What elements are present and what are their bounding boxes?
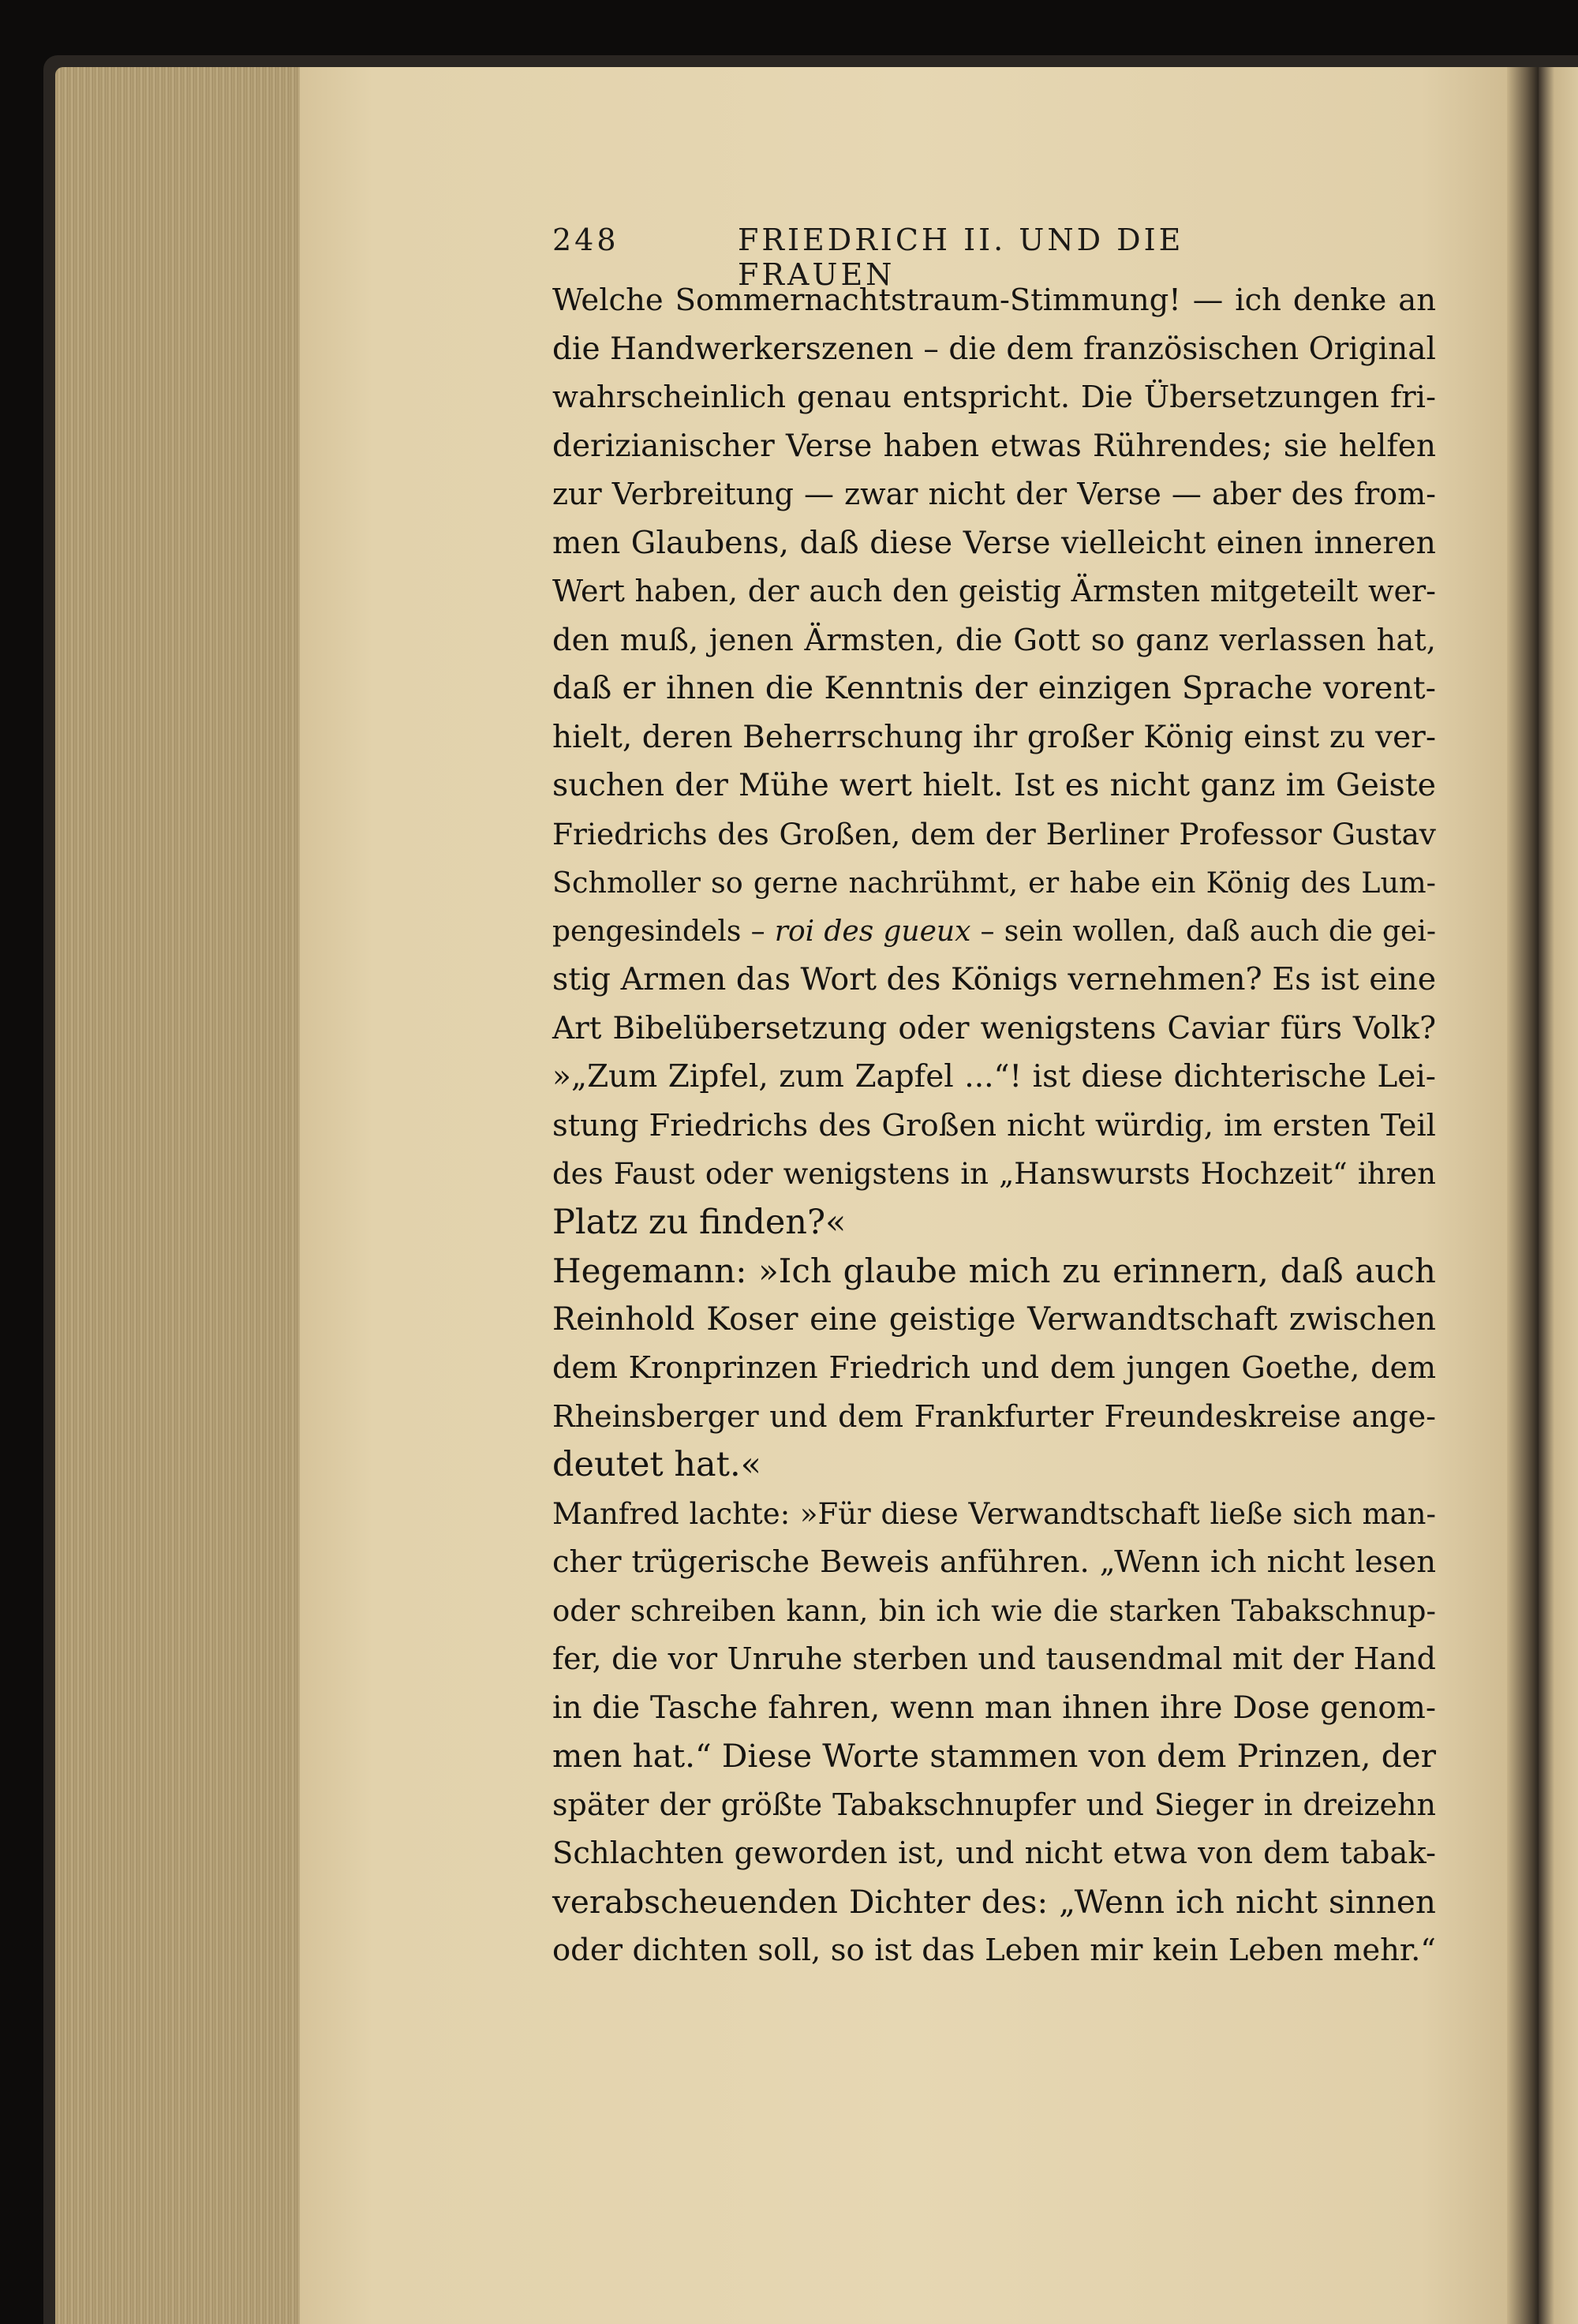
text-line: men hat.“ Diese Worte stammen von dem Prinzen, der: [552, 1737, 1436, 1775]
text-line: die Handwerkerszenen – die dem französischen Original: [552, 331, 1436, 367]
text-line: Reinhold Koser eine geistige Verwandtschaft zwischen: [552, 1300, 1436, 1338]
text-line: Manfred lachte: »Für diese Verwandtschaft ließe sich man-: [552, 1496, 1436, 1531]
page-header: [552, 223, 1286, 292]
text-line: suchen der Mühe wert hielt. Ist es nicht ganz im Geiste: [552, 767, 1436, 803]
text-line: Hegemann: »Ich glaube mich zu erinnern, daß auch: [552, 1252, 1436, 1290]
text-line: verabscheuenden Dichter des: „Wenn ich nicht sinnen: [552, 1882, 1436, 1921]
text-line: derizianischer Verse haben etwas Rührendes; sie helfen: [552, 428, 1436, 464]
text-line: Friedrichs des Großen, dem der Berliner Professor Gustav: [552, 816, 1436, 851]
text-line: in die Tasche fahren, wenn man ihnen ihre Dose genom-: [552, 1690, 1436, 1726]
text-line: hielt, deren Beherrschung ihr großer König einst zu ver-: [552, 719, 1436, 755]
text-line: des Faust oder wenigstens in „Hanswursts Hochzeit“ ihren: [552, 1157, 1436, 1191]
text-line: dem Kronprinzen Friedrich und dem jungen Goethe, dem: [552, 1350, 1436, 1385]
text-line: oder schreiben kann, bin ich wie die starken Tabakschnup-: [552, 1593, 1436, 1628]
page-edges: [55, 67, 308, 2324]
text-line: Platz zu finden?«: [552, 1202, 847, 1242]
text-line: Schmoller so gerne nachrühmt, er habe ein König des Lum-: [552, 866, 1436, 900]
text-line: cher trügerische Beweis anführen. „Wenn ich nicht lesen: [552, 1544, 1436, 1580]
text-segment: pengesindels –: [552, 915, 775, 948]
text-segment: – sein wollen, daß auch die gei-: [970, 915, 1436, 948]
text-line: daß er ihnen die Kenntnis der einzigen Sprache vorent-: [552, 670, 1436, 706]
text-line: Art Bibelübersetzung oder wenigstens Caviar fürs Volk?: [552, 1010, 1436, 1046]
text-line: wahrscheinlich genau entspricht. Die Übersetzungen fri-: [552, 380, 1436, 415]
text-line: »„Zum Zipfel, zum Zapfel ...“! ist diese dichterische Lei-: [552, 1059, 1436, 1095]
text-line: men Glaubens, daß diese Verse vielleicht einen inneren: [552, 524, 1436, 561]
text-line: Wert haben, der auch den geistig Ärmsten mitgeteilt wer-: [552, 574, 1436, 608]
italic-phrase: roi des gueux: [774, 915, 971, 948]
facing-page-edge: [1539, 67, 1578, 2324]
text-line: den muß, jenen Ärmsten, die Gott so ganz verlassen hat,: [552, 622, 1436, 658]
text-line: fer, die vor Unruhe sterben und tausendmal mit der Hand: [552, 1641, 1436, 1676]
text-line: deutet hat.«: [552, 1445, 761, 1484]
body-text: [552, 276, 1436, 1975]
page-number: 248: [552, 223, 619, 257]
text-line: Schlachten geworden ist, und nicht etwa von dem tabak-: [552, 1836, 1436, 1871]
text-line: zur Verbreitung — zwar nicht der Verse — aber des from-: [552, 477, 1436, 511]
text-line-with-italic: [552, 908, 1436, 956]
text-line: stig Armen das Wort des Königs vernehmen? Es ist eine: [552, 961, 1437, 997]
text-line: Welche Sommernachtstraum-Stimmung! — ich denke an: [552, 283, 1436, 318]
text-line: später der größte Tabakschnupfer und Sieger in dreizehn: [552, 1787, 1436, 1822]
book-gutter: [1507, 67, 1539, 2324]
text-line: Rheinsberger und dem Frankfurter Freundeskreise ange-: [552, 1398, 1436, 1434]
text-line: oder dichten soll, so ist das Leben mir kein Leben mehr.“: [552, 1933, 1436, 1968]
running-title: FRIEDRICH II. UND DIE FRAUEN: [738, 223, 1184, 292]
text-line: stung Friedrichs des Großen nicht würdig, im ersten Teil: [552, 1107, 1436, 1143]
